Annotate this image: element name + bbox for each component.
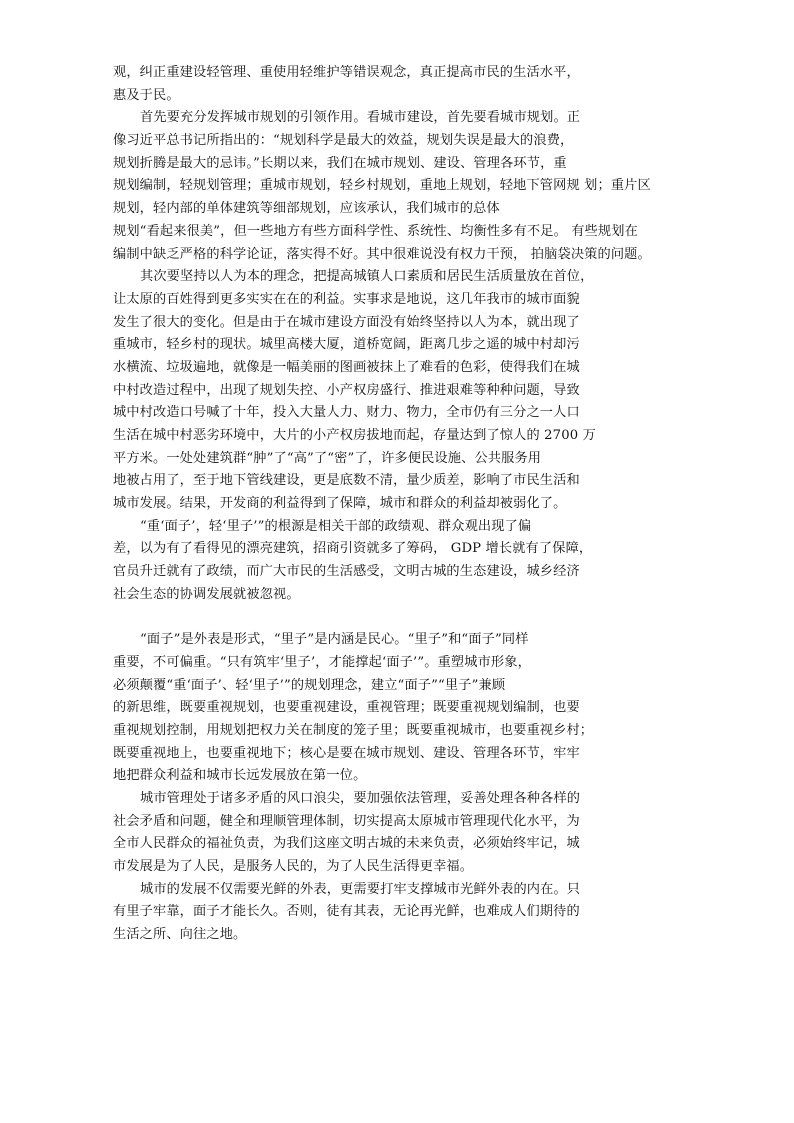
text-line: 观，纠正重建设轻管理、重使用轻维护等错误观念，真正提高市民的生活水平， <box>113 65 580 80</box>
text-line: 有里子牢靠，面子才能长久。否则，徒有其表，无论再光鲜，也难成人们期待的 <box>113 904 580 920</box>
text-line: 发生了很大的变化。但是由于在城市建设方面没有始终坚持以人为本，就出现了 <box>113 314 580 330</box>
text-line: 让太原的百姓得到更多实实在在的利益。实事求是地说，这几年我市的城市面貌 <box>113 291 580 307</box>
text-line: 社会生态的协调发展就被忽视。 <box>113 586 300 602</box>
text-line: 重城市，轻乡村的现状。城里高楼大厦，道桥宽阔，距离几步之遥的城中村却污 <box>113 337 580 353</box>
text-line: 全市人民群众的福祉负责，为我们这座文明古城的未来负责，必须始终牢记，城 <box>113 836 580 852</box>
text-line: 地把群众利益和城市长远发展放在第一位。 <box>113 768 367 784</box>
text-line: 像习近平总书记所指出的：“规划科学是最大的效益，规划失误是最大的浪费， <box>113 133 574 149</box>
text-line: 社会矛盾和问题，健全和理顺管理体制，切实提高太原城市管理现代化水平，为 <box>113 813 580 829</box>
text-line: 规划“看起来很美”，但一些地方有些方面科学性、系统性、均衡性多有不足。 有些规划在 <box>113 223 638 239</box>
article-body <box>113 62 693 947</box>
text-line: 地被占用了，至于地下管线建设，更是底数不清，量少质差，影响了市民生活和 <box>113 473 580 489</box>
text-line: 中村改造过程中，出现了规划失控、小产权房盛行、推进艰难等种种问题，导致 <box>113 382 580 398</box>
text-line: 的新思维，既要重视规划，也要重视建设，重视管理；既要重视规划编制，也要 <box>113 700 580 716</box>
paragraph-first-line: 首先要充分发挥城市规划的引领作用。看城市建设，首先要看城市规划。正 <box>140 110 581 126</box>
text-line: 规划折腾是最大的忌讳。”长期以来，我们在城市规划、建设、管理各环节，重 <box>113 155 567 171</box>
text-line: 重视规划控制，用规划把权力关在制度的笼子里；既要重视城市，也要重视乡村； <box>113 722 594 738</box>
text-line: 官员升迁就有了政绩，而广大市民的生活感受，文明古城的生态建设，城乡经济 <box>113 564 580 580</box>
text-line: 重要，不可偏重。“只有筑牢‘里子’，才能撑起‘面子’”。重塑城市形象， <box>113 654 531 670</box>
text-line: 城市发展。结果，开发商的利益得到了保障，城市和群众的利益却被弱化了。 <box>113 496 567 512</box>
text-line: 市发展是为了人民，是服务人民的，为了人民生活得更幸福。 <box>113 859 474 875</box>
text-line: 水横流、垃圾遍地，就像是一幅美丽的图画被抹上了难看的色彩，使得我们在城 <box>113 359 580 375</box>
paragraph-first-line: 城市的发展不仅需要光鲜的外表，更需要打牢支撑城市光鲜外表的内在。只 <box>140 881 581 897</box>
paragraph-first-line: 其次要坚持以人为本的理念，把提高城镇人口素质和居民生活质量放在首位， <box>140 269 594 285</box>
text-line: 平方米。一处处建筑群“肿”了“高”了“密”了，许多便民设施、公共服务用 <box>113 450 542 466</box>
paragraph-gap <box>113 607 693 630</box>
text-line: 规划，轻内部的单体建筑等细部规划，应该承认，我们城市的总体 <box>113 201 500 217</box>
text-line: 生活之所、向往之地。 <box>113 927 247 943</box>
text-line: 编制中缺乏严格的科学论证，落实得不好。其中很难说没有权力干预， 拍脑袋决策的问题。 <box>113 246 651 262</box>
text-line: 城中村改造口号喊了十年，投入大量人力、财力、物力，全市仍有三分之一人口 <box>113 405 580 421</box>
paragraph-first-line: “面子”是外表是形式，“里子”是内涵是民心。“里子”和“面子”同样 <box>140 632 529 648</box>
paragraph-first-line: 城市管理处于诸多矛盾的风口浪尖，要加强依法管理，妥善处理各种各样的 <box>140 791 581 806</box>
paragraph-first-line: “重‘面子’，轻‘里子’”的根源是相关干部的政绩观、群众观出现了偏 <box>140 518 532 534</box>
text-line: 惠及于民。 <box>113 87 180 103</box>
text-line: 必须颠覆“重‘面子’、轻‘里子’”的规划理念，建立“面子”“里子”兼顾 <box>113 677 506 693</box>
text-line: 既要重视地上，也要重视地下；核心是要在城市规划、建设、管理各环节，牢牢 <box>113 745 580 761</box>
text-line: 生活在城中村恶劣环境中，大片的小产权房拔地而起，存量达到了惊人的 2700 万 <box>113 428 596 443</box>
text-line: 差，以为有了看得见的漂亮建筑，招商引资就多了筹码， GDP 增长就有了保障， <box>113 541 593 557</box>
text-line: 规划编制，轻规划管理；重城市规划，轻乡村规划，重地上规划，轻地下管网规 划；重片区 <box>113 178 651 194</box>
